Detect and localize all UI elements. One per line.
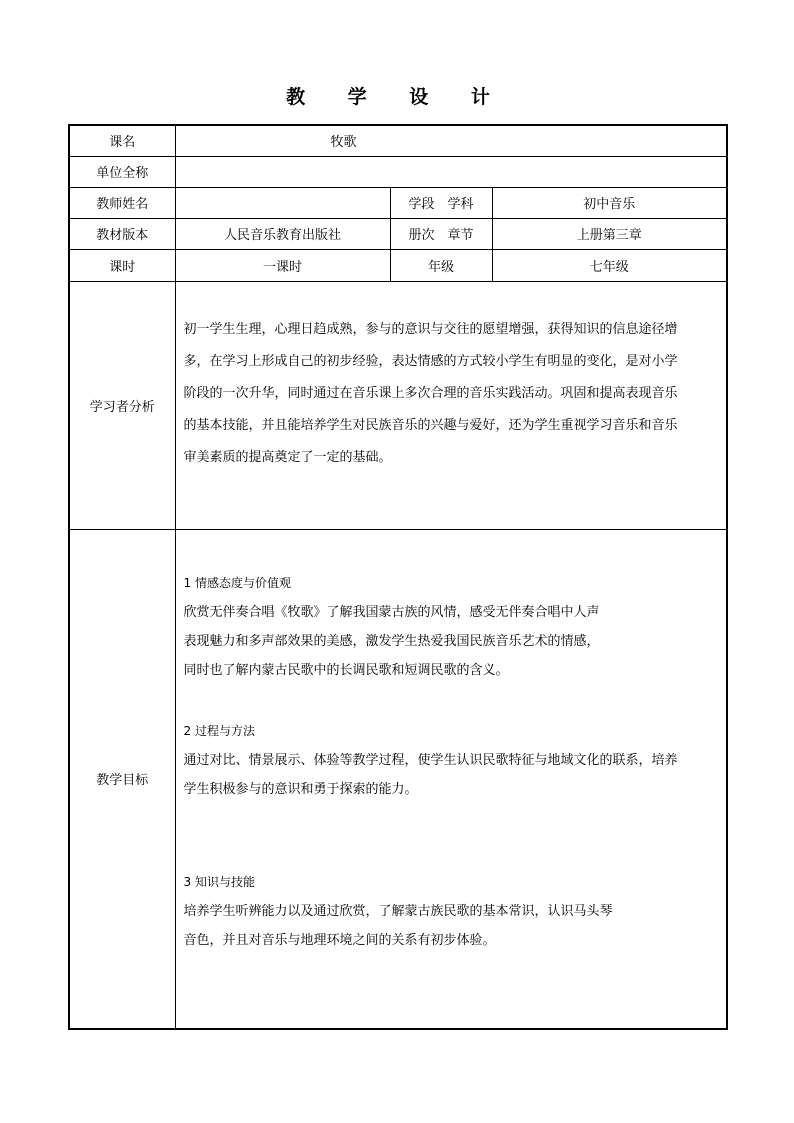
stage-value: 初中音乐 xyxy=(492,187,727,218)
goal-line: 学生积极参与的意识和勇于探索的能力。 xyxy=(183,781,418,797)
row-teacher xyxy=(69,187,727,218)
goal-heading: 1 情感态度与价值观 xyxy=(183,575,291,590)
goal-line: 同时也了解内蒙古民歌中的长调民歌和短调民歌的含义。 xyxy=(183,662,509,678)
lesson-plan-table xyxy=(68,124,728,1030)
goals-content xyxy=(175,529,727,1029)
chapter-value: 上册第三章 xyxy=(492,218,727,249)
goal-line: 表现魅力和多声部效果的美感，激发学生热爱我国民族音乐艺术的情感， xyxy=(183,633,600,649)
goal-heading: 2 过程与方法 xyxy=(183,723,255,738)
goal-line: 欣赏无伴奏合唱《牧歌》了解我国蒙古族的风情，感受无伴奏合唱中人声 xyxy=(183,604,600,620)
goal-line: 音色，并且对音乐与地理环境之间的关系有初步体验。 xyxy=(183,932,496,948)
analysis-line: 的基本技能，并且能培养学生对民族音乐的兴趣与爱好，还为学生重视学习音乐和音乐 xyxy=(183,417,678,433)
goal-line: 通过对比、情景展示、体验等教学过程，使学生认识民歌特征与地域文化的联系，培养 xyxy=(183,752,678,768)
course-value: 牧歌 xyxy=(175,125,727,156)
course-label: 课名 xyxy=(69,125,175,156)
goals-label: 教学目标 xyxy=(69,529,175,1029)
textbook-value: 人民音乐教育出版社 xyxy=(175,218,390,249)
analysis-line: 多，在学习上形成自己的初步经验，表达情感的方式较小学生有明显的变化，是对小学 xyxy=(183,353,678,369)
analysis-line: 审美素质的提高奠定了一定的基础。 xyxy=(183,449,392,465)
analysis-line: 阶段的一次升华，同时通过在音乐课上多次合理的音乐实践活动。巩固和提高表现音乐 xyxy=(183,385,678,401)
grade-value: 七年级 xyxy=(492,249,727,281)
row-period xyxy=(69,249,727,281)
period-label: 课时 xyxy=(69,249,175,281)
grade-label: 年级 xyxy=(390,249,492,281)
teacher-value xyxy=(175,187,390,218)
row-course xyxy=(69,125,727,156)
row-unit xyxy=(69,156,727,187)
analysis-paragraph xyxy=(184,314,721,474)
analysis-label: 学习者分析 xyxy=(69,281,175,529)
row-textbook xyxy=(69,218,727,249)
document-title: 教 学 设 计 xyxy=(286,86,508,108)
analysis-line: 初一学生生理，心理日趋成熟，参与的意识与交往的愿望增强，获得知识的信息途径增 xyxy=(183,321,678,337)
unit-value xyxy=(175,156,727,187)
analysis-content xyxy=(175,281,727,529)
chapter-label: 册次 章节 xyxy=(390,218,492,249)
teacher-label: 教师姓名 xyxy=(69,187,175,218)
row-analysis xyxy=(69,281,727,529)
goal-heading: 3 知识与技能 xyxy=(183,874,255,889)
stage-label: 学段 学科 xyxy=(390,187,492,218)
textbook-label: 教材版本 xyxy=(69,218,175,249)
unit-label: 单位全称 xyxy=(69,156,175,187)
row-goals xyxy=(69,529,727,1029)
period-value: 一课时 xyxy=(175,249,390,281)
goal-line: 培养学生听辨能力以及通过欣赏，了解蒙古族民歌的基本常识，认识马头琴 xyxy=(183,903,613,919)
